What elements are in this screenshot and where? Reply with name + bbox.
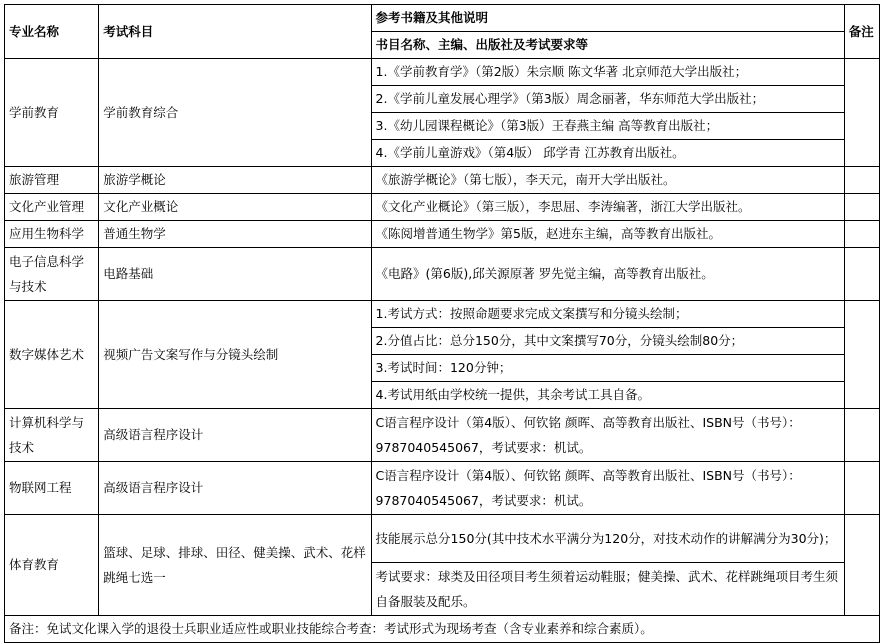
subject-cell: 篮球、足球、排球、田径、健美操、武术、花样跳绳七选一	[99, 515, 371, 616]
note-cell	[844, 167, 879, 194]
subject-cell: 高级语言程序设计	[99, 462, 371, 515]
major-cell: 电子信息科学与技术	[5, 248, 99, 301]
reference-line: 《电路》(第6版),邱关源原著 罗先觉主编，高等教育出版社。	[371, 248, 844, 301]
note-cell	[844, 515, 879, 616]
major-cell: 物联网工程	[5, 462, 99, 515]
reference-line: 考试要求：球类及田径项目考生须着运动鞋服；健美操、武术、花样跳绳项目考生须自备服装及配乐。	[371, 563, 844, 616]
note-cell	[844, 462, 879, 515]
major-cell: 体育教育	[5, 515, 99, 616]
reference-line: 3.考试时间：120分钟；	[371, 355, 844, 382]
note-cell	[844, 59, 879, 167]
header-subject: 考试科目	[99, 5, 371, 59]
footer-note: 备注：免试文化课入学的退役士兵职业适应性或职业技能综合考查：考试形式为现场考查（含专业素养和综合素质）。	[5, 616, 880, 643]
major-cell: 计算机科学与技术	[5, 409, 99, 462]
subject-cell: 旅游学概论	[99, 167, 371, 194]
major-cell: 旅游管理	[5, 167, 99, 194]
note-cell	[844, 194, 879, 221]
major-cell: 学前教育	[5, 59, 99, 167]
reference-line: 2.分值占比：总分150分，其中文案撰写70分，分镜头绘制80分；	[371, 328, 844, 355]
note-cell	[844, 221, 879, 248]
header-ref-title: 参考书籍及其他说明	[371, 5, 844, 32]
note-cell	[844, 301, 879, 409]
note-cell	[844, 409, 879, 462]
subject-cell: 学前教育综合	[99, 59, 371, 167]
reference-line: 技能展示总分150分(其中技术水平满分为120分，对技术动作的讲解满分为30分)；	[371, 515, 844, 563]
reference-line: 《文化产业概论》（第三版），李思屈、李涛编著，浙江大学出版社。	[371, 194, 844, 221]
reference-line: 《旅游学概论》（第七版），李天元，南开大学出版社。	[371, 167, 844, 194]
reference-line: 1.考试方式：按照命题要求完成文案撰写和分镜头绘制；	[371, 301, 844, 328]
reference-line: 《陈阅增普通生物学》第5版，赵进东主编，高等教育出版社。	[371, 221, 844, 248]
reference-line: 3.《幼儿园课程概论》（第3版）王春燕主编 高等教育出版社；	[371, 113, 844, 140]
header-note: 备注	[844, 5, 879, 59]
header-ref-sub: 书目名称、主编、出版社及考试要求等	[371, 32, 844, 59]
reference-line: C语言程序设计（第4版）、何钦铭 颜晖、高等教育出版社、ISBN号（书号）：9787040545067，考试要求：机试。	[371, 409, 844, 462]
subject-cell: 电路基础	[99, 248, 371, 301]
subject-cell: 视频广告文案写作与分镜头绘制	[99, 301, 371, 409]
major-cell: 应用生物科学	[5, 221, 99, 248]
reference-line: 4.《学前儿童游戏》（第4版） 邱学青 江苏教育出版社。	[371, 140, 844, 167]
subject-cell: 普通生物学	[99, 221, 371, 248]
exam-requirements-table	[4, 4, 880, 643]
major-cell: 文化产业管理	[5, 194, 99, 221]
major-cell: 数字媒体艺术	[5, 301, 99, 409]
header-major: 专业名称	[5, 5, 99, 59]
reference-line: C语言程序设计（第4版）、何钦铭 颜晖、高等教育出版社、ISBN号（书号）：9787040545067，考试要求：机试。	[371, 462, 844, 515]
subject-cell: 高级语言程序设计	[99, 409, 371, 462]
subject-cell: 文化产业概论	[99, 194, 371, 221]
note-cell	[844, 248, 879, 301]
reference-line: 2.《学前儿童发展心理学》（第3版）周念丽著，华东师范大学出版社；	[371, 86, 844, 113]
reference-line: 1.《学前教育学》（第2版）朱宗顺 陈文华著 北京师范大学出版社；	[371, 59, 844, 86]
reference-line: 4.考试用纸由学校统一提供，其余考试工具自备。	[371, 382, 844, 409]
